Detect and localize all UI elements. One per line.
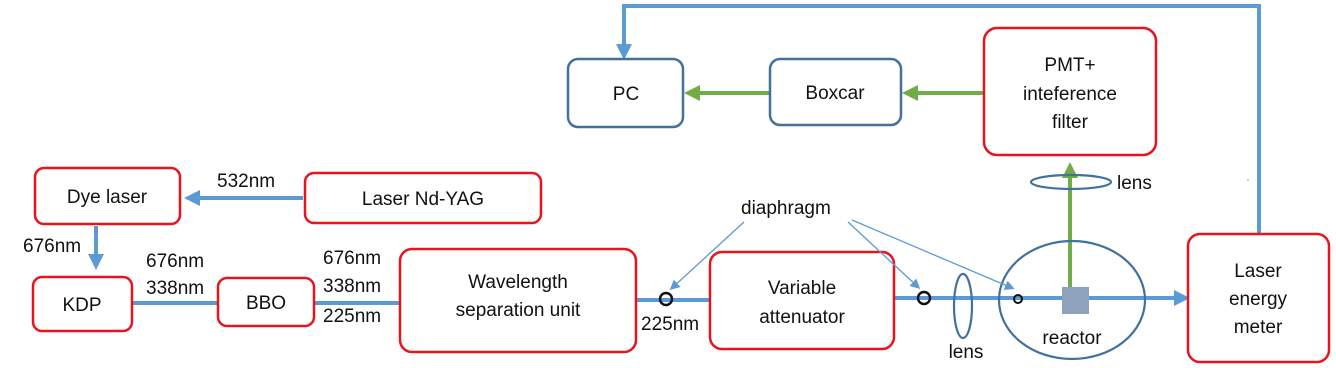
wavelength-separation-label-2: separation unit: [455, 300, 581, 321]
pmt-label-1: PMT+: [1044, 55, 1096, 76]
dye-laser-label: Dye laser: [66, 187, 148, 208]
pmt-label-2: inteference: [1022, 84, 1118, 105]
lens-top-label: lens: [1117, 173, 1152, 194]
wavelength-separation-label-1: Wavelength: [468, 272, 568, 293]
energy-meter-label-3: meter: [1233, 317, 1283, 338]
wavelength-bbo-out-2: 338nm: [323, 276, 382, 297]
wavelength-532-label: 532nm: [217, 171, 276, 192]
wavelength-kdp-out-2: 338nm: [146, 278, 205, 299]
boxcar-label: Boxcar: [805, 83, 865, 104]
lens-bottom-label: lens: [948, 342, 984, 363]
bbo-label: BBO: [245, 293, 287, 314]
variable-attenuator-label-2: attenuator: [759, 307, 845, 328]
variable-attenuator-box: [710, 252, 894, 349]
lens-icon-bottom: [954, 274, 972, 338]
wavelength-kdp-out-1: 676nm: [146, 251, 205, 272]
kdp-label: KDP: [62, 295, 102, 316]
pc-label: PC: [612, 84, 640, 105]
wavelength-dye-out-label: 676nm: [23, 236, 82, 257]
reactor-sample: [1062, 287, 1089, 314]
speck-mark: [1247, 179, 1249, 181]
variable-attenuator-label-1: Variable: [767, 278, 837, 299]
diaphragm-label: diaphragm: [741, 198, 831, 219]
laser-ndyag-label: Laser Nd-YAG: [361, 189, 485, 210]
pmt-label-3: filter: [1052, 112, 1088, 133]
wavelength-bbo-out-3: 225nm: [323, 306, 382, 327]
energy-meter-label-1: Laser: [1234, 261, 1282, 282]
beam-energy-meter-to-pc: [624, 6, 1259, 234]
wavelength-bbo-out-1: 676nm: [323, 248, 382, 269]
wavelength-wsu-out: 225nm: [641, 314, 700, 335]
reactor-label: reactor: [1042, 328, 1102, 349]
energy-meter-label-2: energy: [1228, 289, 1288, 310]
